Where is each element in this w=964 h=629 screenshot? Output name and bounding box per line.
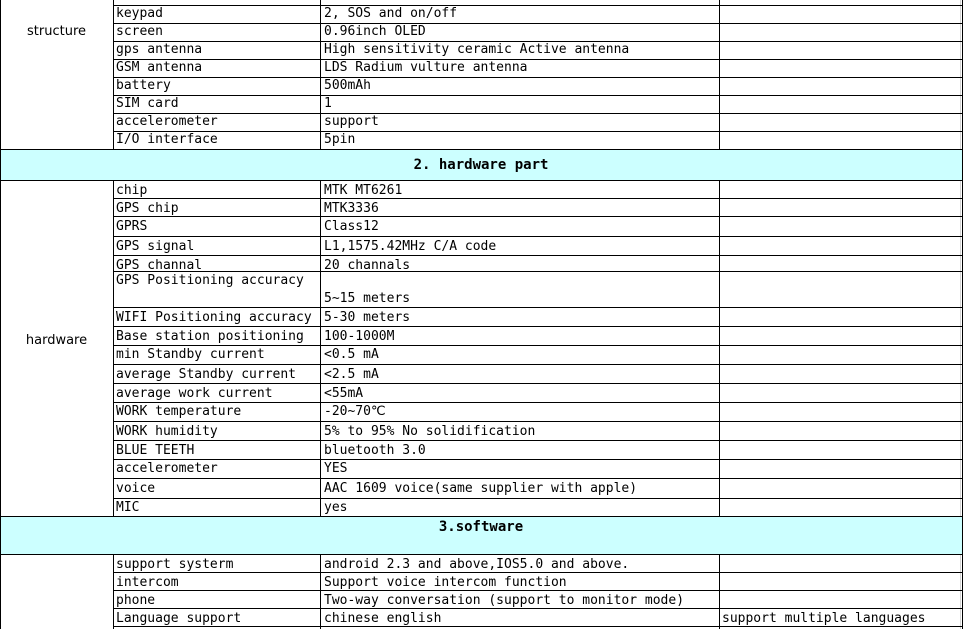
row-name[interactable]: keypad <box>116 6 163 21</box>
row-value[interactable]: MTK3336 <box>324 201 379 216</box>
row-border <box>0 554 962 555</box>
row-value[interactable]: High sensitivity ceramic Active antenna <box>324 42 630 57</box>
row-name[interactable]: min Standby current <box>116 347 265 362</box>
row-value[interactable]: 5% to 95% No solidification <box>324 424 536 439</box>
row-name[interactable]: average work current <box>116 386 273 401</box>
row-value[interactable]: 0.96inch OLED <box>324 24 426 39</box>
row-value[interactable]: 20 channals <box>324 258 411 273</box>
row-name[interactable]: accelerometer <box>116 461 218 476</box>
row-value[interactable]: LDS Radium vulture antenna <box>324 60 528 75</box>
row-border <box>113 59 962 60</box>
column-border <box>113 180 114 516</box>
row-border <box>0 149 962 150</box>
row-border <box>113 572 962 573</box>
row-value[interactable]: YES <box>324 461 348 476</box>
row-value[interactable]: chinese english <box>324 611 442 626</box>
row-value[interactable]: 5pin <box>324 132 356 147</box>
column-border <box>113 554 114 629</box>
row-value[interactable]: <2.5 mA <box>324 367 379 382</box>
category-cell[interactable]: structure <box>27 24 86 39</box>
row-border <box>113 271 962 272</box>
row-name[interactable]: BLUE TEETH <box>116 443 195 458</box>
column-border <box>113 0 114 149</box>
row-name[interactable]: Language support <box>116 611 242 626</box>
row-border <box>113 608 962 609</box>
row-border <box>0 516 962 517</box>
row-border <box>113 326 962 327</box>
row-value[interactable]: bluetooth 3.0 <box>324 443 426 458</box>
row-value[interactable]: 2, SOS and on/off <box>324 6 458 21</box>
row-name[interactable]: SIM card <box>116 96 179 111</box>
row-border <box>113 216 962 217</box>
column-border <box>962 554 963 629</box>
row-border <box>113 402 962 403</box>
row-value[interactable]: MTK MT6261 <box>324 183 403 198</box>
row-border <box>113 421 962 422</box>
row-name[interactable]: GPS Positioning accuracy <box>116 273 304 288</box>
row-name[interactable]: GPRS <box>116 219 148 234</box>
row-name[interactable]: WIFI Positioning accuracy <box>116 310 312 325</box>
column-border <box>320 180 321 516</box>
category-cell[interactable]: hardware <box>25 333 88 348</box>
row-value[interactable]: Class12 <box>324 219 379 234</box>
row-value[interactable]: 100-1000M <box>324 329 395 344</box>
row-value[interactable]: 5-30 meters <box>324 310 411 325</box>
row-note[interactable]: support multiple languages <box>722 611 926 626</box>
row-name[interactable]: I/O interface <box>116 132 218 147</box>
row-name[interactable]: battery <box>116 78 171 93</box>
row-border <box>113 626 962 627</box>
column-border <box>0 516 1 554</box>
row-border <box>113 5 962 6</box>
row-value[interactable]: -20~70℃ <box>324 404 386 419</box>
row-value[interactable]: 500mAh <box>324 78 371 93</box>
row-border <box>113 590 962 591</box>
row-name[interactable]: gps antenna <box>116 42 203 57</box>
row-name[interactable]: accelerometer <box>116 114 218 129</box>
row-name[interactable]: voice <box>116 481 156 496</box>
row-name[interactable]: average Standby current <box>116 367 297 382</box>
row-border <box>113 478 962 479</box>
section-header-hardware[interactable]: 2. hardware part <box>413 157 549 173</box>
column-border <box>962 180 963 516</box>
row-border <box>0 180 962 181</box>
row-border <box>113 383 962 384</box>
row-value[interactable]: <0.5 mA <box>324 347 379 362</box>
row-border <box>113 131 962 132</box>
section-header-software[interactable]: 3.software <box>438 519 524 535</box>
row-border <box>113 364 962 365</box>
row-border <box>113 459 962 460</box>
row-value[interactable]: android 2.3 and above,IOS5.0 and above. <box>324 557 630 572</box>
row-name[interactable]: WORK humidity <box>116 424 218 439</box>
row-name[interactable]: GPS chip <box>116 201 179 216</box>
row-border <box>113 307 962 308</box>
column-border <box>962 516 963 554</box>
row-value[interactable]: 1 <box>324 96 332 111</box>
column-border <box>320 0 321 149</box>
column-border <box>962 149 963 180</box>
row-border <box>113 498 962 499</box>
row-name[interactable]: support systerm <box>116 557 234 572</box>
column-border <box>719 554 720 629</box>
row-name[interactable]: GSM antenna <box>116 60 203 75</box>
column-border <box>719 180 720 516</box>
row-name[interactable]: GPS signal <box>116 239 195 254</box>
row-value[interactable]: 5~15 meters <box>324 291 411 306</box>
row-border <box>113 236 962 237</box>
row-value[interactable]: support <box>324 114 379 129</box>
row-border <box>113 440 962 441</box>
row-border <box>113 23 962 24</box>
row-name[interactable]: GPS channal <box>116 258 203 273</box>
row-border <box>113 77 962 78</box>
column-border <box>320 554 321 629</box>
row-value[interactable]: AAC 1609 voice(same supplier with apple) <box>324 481 638 496</box>
row-name[interactable]: chip <box>116 183 148 198</box>
row-name[interactable]: phone <box>116 593 156 608</box>
row-value[interactable]: Two-way conversation (support to monitor mode) <box>324 593 685 608</box>
column-border <box>0 0 1 149</box>
row-border <box>113 198 962 199</box>
row-border <box>113 95 962 96</box>
row-value[interactable]: yes <box>324 500 348 515</box>
column-border <box>0 180 1 516</box>
row-name[interactable]: MIC <box>116 500 140 515</box>
row-name[interactable]: WORK temperature <box>116 404 242 419</box>
column-border <box>0 149 1 180</box>
column-border <box>0 554 1 629</box>
row-name[interactable]: intercom <box>116 575 179 590</box>
row-name[interactable]: Base station positioning <box>116 329 304 344</box>
row-border <box>113 41 962 42</box>
column-border <box>719 0 720 149</box>
row-value[interactable]: L1,1575.42MHz C/A code <box>324 239 497 254</box>
row-border <box>113 113 962 114</box>
row-border <box>113 345 962 346</box>
row-border <box>113 255 962 256</box>
row-name[interactable]: screen <box>116 24 163 39</box>
column-border <box>962 0 963 149</box>
row-value[interactable]: <55mA <box>324 386 364 401</box>
row-value[interactable]: Support voice intercom function <box>324 575 567 590</box>
